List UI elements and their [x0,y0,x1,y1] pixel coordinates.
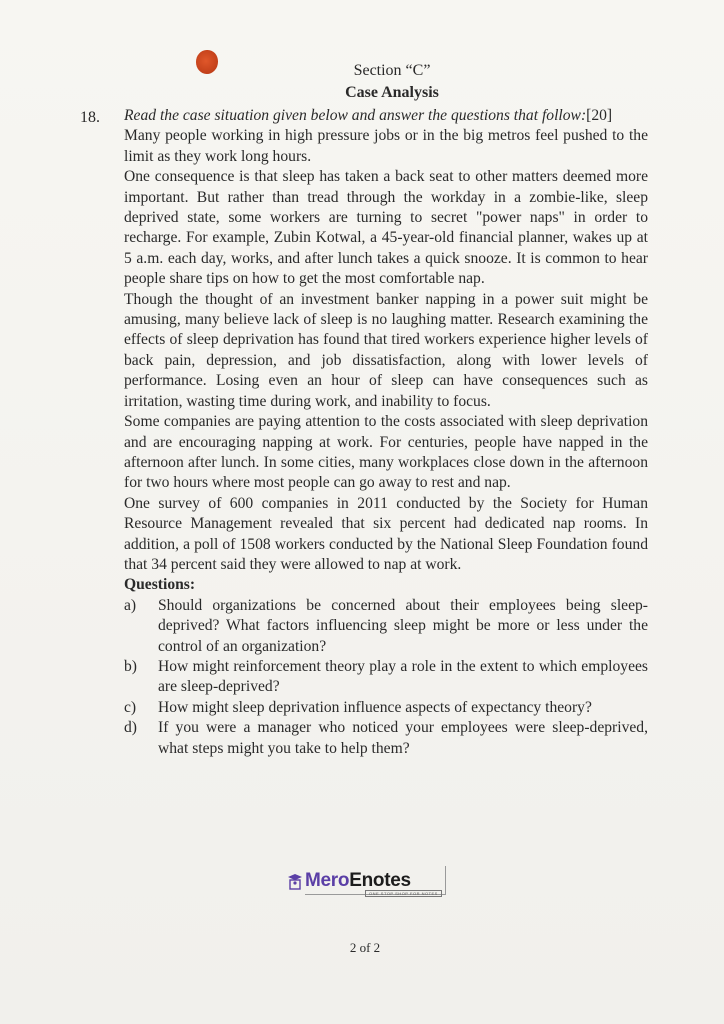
meroenotes-logo [287,866,447,896]
question-letter: b) [124,657,137,675]
questions-list [124,596,648,759]
question-item [124,698,648,718]
question-letter: c) [124,698,137,716]
question-number: 18. [80,109,100,126]
question-text: Should organizations be concerned about their employees being sleep-deprived? What factors influencing sleep might be more or less under the control of an organization? [158,596,648,655]
graduate-icon [287,872,303,890]
case-paragraph: One consequence is that sleep has taken a back seat to other matters deemed more important. But rather than tread through the workday in a zombie-like, sleep deprived state, some workers are turning to secret "power naps" in order to recharge. For example, Zubin Kotwal, a 45-year-old financial planner, wakes up at 5 a.m. each day, works, and after lunch takes a quick snooze. It is common to hear people share tips on how to get the most comfortable nap. [124,168,648,288]
question-letter: d) [124,719,137,737]
question-item [124,657,648,698]
questions-heading: Questions: [124,576,196,594]
question-marks: [20] [586,107,613,124]
question-item [124,718,648,759]
case-paragraph: One survey of 600 companies in 2011 conducted by the Society for Human Resource Management revealed that six percent had dedicated nap rooms. In addition, a poll of 1508 workers conducted by the National Sleep Foundation found that 34 percent said they were allowed to nap at work. [124,494,648,573]
question-instruction [124,106,648,126]
question-text: How might reinforcement theory play a role in the extent to which employees are sleep-deprived? [158,657,648,696]
page-number: 2 of 2 [349,940,381,955]
case-paragraph: Though the thought of an investment banker napping in a power suit might be amusing, many believe lack of sleep is no laughing matter. Research examining the effects of sleep deprivation has found that tired workers experience higher levels of back pain, depression, and job dissatisfaction, along with lower levels of performance. Losing even an hour of sleep can have consequences such as irritation, wasting time during work, and inability to focus. [124,290,648,410]
logo-text-mero: Mero [305,870,350,891]
question-body [124,106,648,759]
section-heading: Section “C” [353,62,431,79]
case-analysis-heading: Case Analysis [345,84,439,101]
question-item [124,596,648,657]
question-letter: a) [124,596,137,614]
logo-tagline: ONE STOP SHOP FOR NOTES [365,890,442,897]
question-text: If you were a manager who noticed your employees were sleep-deprived, what steps might you take to help them? [158,719,648,757]
instruction-text: Read the case situation given below and answer the questions that follow: [124,107,587,124]
case-paragraph: Many people working in high pressure jobs or in the big metros feel pushed to the limit as they work long hours. [124,127,648,165]
question-text: How might sleep deprivation influence aspects of expectancy theory? [158,698,592,716]
case-paragraph: Some companies are paying attention to the costs associated with sleep deprivation and are encouraging napping at work. For centuries, people have napped in the afternoon after lunch. In some cities, many workplaces close down in the afternoon for two hours where most people can go away to rest and nap. [124,413,648,492]
logo-text-enotes: Enotes [349,870,411,891]
